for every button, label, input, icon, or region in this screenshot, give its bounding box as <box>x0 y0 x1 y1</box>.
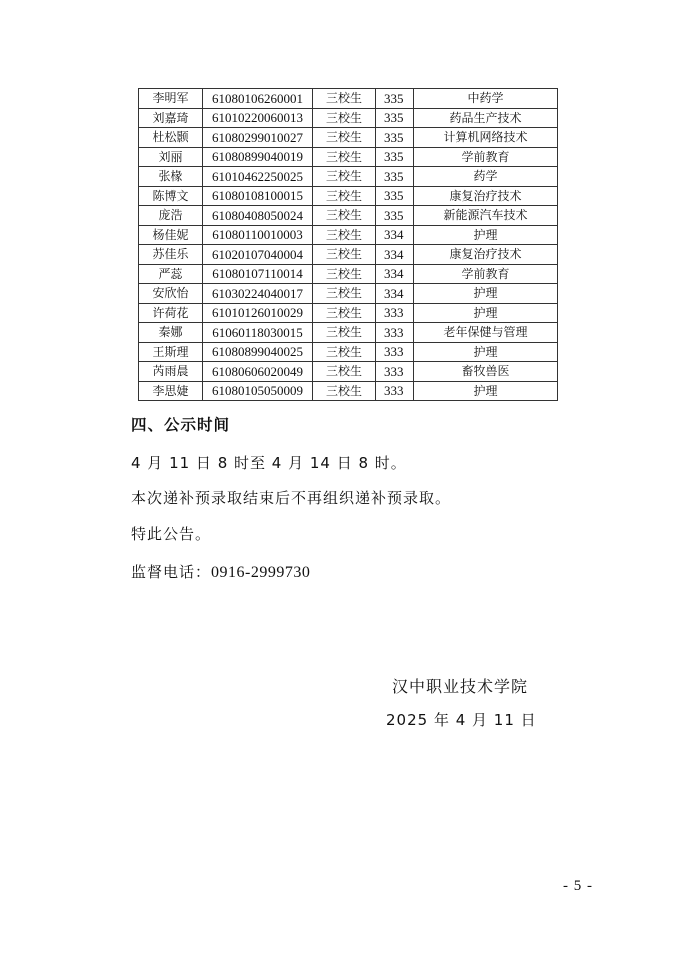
exam-number-cell: 61080899040025 <box>203 342 313 362</box>
major-cell: 护理 <box>414 381 558 401</box>
admission-list-body <box>139 89 558 401</box>
major-cell: 康复治疗技术 <box>414 245 558 265</box>
exam-number-cell: 61060118030015 <box>203 323 313 343</box>
category-cell: 三校生 <box>313 303 376 323</box>
table-row <box>139 128 558 148</box>
score-cell: 335 <box>376 206 414 226</box>
category-cell: 三校生 <box>313 225 376 245</box>
score-cell: 333 <box>376 323 414 343</box>
statement-text: 本次递补预录取结束后不再组织递补预录取。 <box>131 489 452 507</box>
student-name-cell: 许荷花 <box>139 303 203 323</box>
score-cell: 333 <box>376 303 414 323</box>
category-cell: 三校生 <box>313 186 376 206</box>
score-cell: 334 <box>376 284 414 304</box>
closing-text: 特此公告。 <box>131 525 212 543</box>
section-heading: 四、公示时间 <box>131 416 231 434</box>
admission-list-table <box>138 88 558 401</box>
major-cell: 计算机网络技术 <box>414 128 558 148</box>
table-row <box>139 342 558 362</box>
supervision-phone <box>131 561 310 582</box>
phone-label: 监督电话： <box>131 563 212 581</box>
major-cell: 学前教育 <box>414 147 558 167</box>
category-cell: 三校生 <box>313 342 376 362</box>
exam-number-cell: 61080299010027 <box>203 128 313 148</box>
category-cell: 三校生 <box>313 362 376 382</box>
exam-number-cell: 61080105050009 <box>203 381 313 401</box>
category-cell: 三校生 <box>313 167 376 187</box>
exam-number-cell: 61030224040017 <box>203 284 313 304</box>
major-cell: 学前教育 <box>414 264 558 284</box>
score-cell: 335 <box>376 147 414 167</box>
student-name-cell: 芮雨晨 <box>139 362 203 382</box>
table-row <box>139 303 558 323</box>
student-name-cell: 陈博文 <box>139 186 203 206</box>
exam-number-cell: 61010126010029 <box>203 303 313 323</box>
major-cell: 护理 <box>414 342 558 362</box>
student-name-cell: 杜松颢 <box>139 128 203 148</box>
major-cell: 新能源汽车技术 <box>414 206 558 226</box>
page-number: - 5 - <box>563 878 593 894</box>
category-cell: 三校生 <box>313 147 376 167</box>
student-name-cell: 秦娜 <box>139 323 203 343</box>
exam-number-cell: 61080108100015 <box>203 186 313 206</box>
major-cell: 中药学 <box>414 89 558 109</box>
exam-number-cell: 61080106260001 <box>203 89 313 109</box>
exam-number-cell: 61080408050024 <box>203 206 313 226</box>
score-cell: 335 <box>376 186 414 206</box>
table-row <box>139 284 558 304</box>
student-name-cell: 杨佳妮 <box>139 225 203 245</box>
major-cell: 护理 <box>414 284 558 304</box>
table-row <box>139 206 558 226</box>
category-cell: 三校生 <box>313 381 376 401</box>
major-cell: 畜牧兽医 <box>414 362 558 382</box>
issuing-organization: 汉中职业技术学院 <box>392 677 529 696</box>
student-name-cell: 李思婕 <box>139 381 203 401</box>
phone-number: 0916-2999730 <box>211 564 311 581</box>
score-cell: 333 <box>376 342 414 362</box>
category-cell: 三校生 <box>313 284 376 304</box>
table-row <box>139 108 558 128</box>
category-cell: 三校生 <box>313 108 376 128</box>
table-row <box>139 225 558 245</box>
category-cell: 三校生 <box>313 323 376 343</box>
table-row <box>139 186 558 206</box>
table-row <box>139 381 558 401</box>
major-cell: 老年保健与管理 <box>414 323 558 343</box>
major-cell: 护理 <box>414 303 558 323</box>
student-name-cell: 苏佳乐 <box>139 245 203 265</box>
category-cell: 三校生 <box>313 89 376 109</box>
major-cell: 康复治疗技术 <box>414 186 558 206</box>
student-name-cell: 刘丽 <box>139 147 203 167</box>
exam-number-cell: 61020107040004 <box>203 245 313 265</box>
table-row <box>139 167 558 187</box>
score-cell: 334 <box>376 225 414 245</box>
major-cell: 护理 <box>414 225 558 245</box>
category-cell: 三校生 <box>313 264 376 284</box>
major-cell: 药学 <box>414 167 558 187</box>
student-name-cell: 刘嘉琦 <box>139 108 203 128</box>
student-name-cell: 李明军 <box>139 89 203 109</box>
category-cell: 三校生 <box>313 245 376 265</box>
category-cell: 三校生 <box>313 206 376 226</box>
score-cell: 333 <box>376 362 414 382</box>
table-row <box>139 147 558 167</box>
issue-date: 2025 年 4 月 11 日 <box>386 711 537 729</box>
category-cell: 三校生 <box>313 128 376 148</box>
score-cell: 335 <box>376 108 414 128</box>
table-row <box>139 89 558 109</box>
publicity-period: 4 月 11 日 8 时至 4 月 14 日 8 时。 <box>131 454 407 472</box>
exam-number-cell: 61080110010003 <box>203 225 313 245</box>
student-name-cell: 王斯理 <box>139 342 203 362</box>
table-row <box>139 264 558 284</box>
exam-number-cell: 61080107110014 <box>203 264 313 284</box>
exam-number-cell: 61010462250025 <box>203 167 313 187</box>
score-cell: 334 <box>376 264 414 284</box>
student-name-cell: 安欣怡 <box>139 284 203 304</box>
student-name-cell: 张椽 <box>139 167 203 187</box>
table-row <box>139 323 558 343</box>
score-cell: 335 <box>376 167 414 187</box>
major-cell: 药品生产技术 <box>414 108 558 128</box>
student-name-cell: 严蕊 <box>139 264 203 284</box>
score-cell: 333 <box>376 381 414 401</box>
exam-number-cell: 61080606020049 <box>203 362 313 382</box>
score-cell: 335 <box>376 89 414 109</box>
table-row <box>139 245 558 265</box>
exam-number-cell: 61010220060013 <box>203 108 313 128</box>
exam-number-cell: 61080899040019 <box>203 147 313 167</box>
score-cell: 335 <box>376 128 414 148</box>
student-name-cell: 庞浩 <box>139 206 203 226</box>
score-cell: 334 <box>376 245 414 265</box>
table-row <box>139 362 558 382</box>
